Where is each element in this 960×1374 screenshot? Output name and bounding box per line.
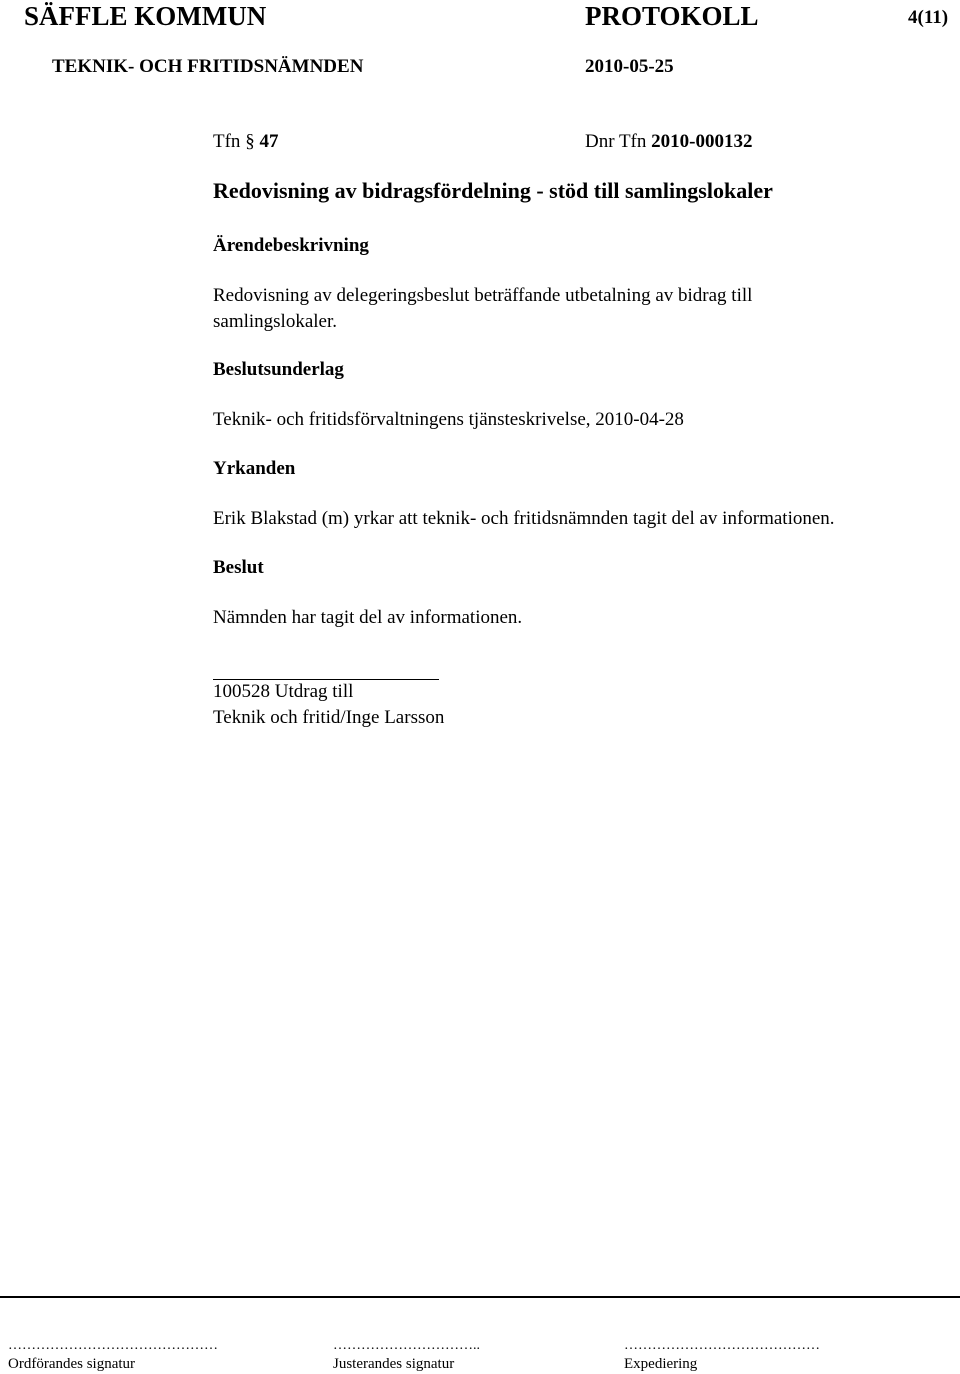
dnr-reference xyxy=(585,130,752,154)
arendebeskrivning-text-line2: samlingslokaler. xyxy=(213,311,338,332)
paragraph-number: 47 xyxy=(259,131,279,152)
distribution-line2: Teknik och fritid/Inge Larsson xyxy=(213,707,445,728)
beslut-heading: Beslut xyxy=(213,557,264,578)
municipality-name: SÄFFLE KOMMUN xyxy=(24,1,267,31)
yrkanden-text: Erik Blakstad (m) yrkar att teknik- och fritidsnämnden tagit del av informationen. xyxy=(213,508,835,529)
adjuster-signature-label: Justerandes signatur xyxy=(333,1356,455,1372)
paragraph-symbol: § xyxy=(245,131,255,152)
dispatch-signature-line: …………………………………… xyxy=(624,1338,820,1353)
distribution-line1: 100528 Utdrag till xyxy=(213,681,354,702)
beslutsunderlag-heading: Beslutsunderlag xyxy=(213,359,344,380)
beslutsunderlag-text: Teknik- och fritidsförvaltningens tjänsteskrivelse, 2010-04-28 xyxy=(213,409,684,430)
meeting-date: 2010-05-25 xyxy=(585,56,674,77)
dnr-label: Dnr Tfn xyxy=(585,131,647,152)
beslut-text: Nämnden har tagit del av informationen. xyxy=(213,607,523,628)
yrkanden-heading: Yrkanden xyxy=(213,458,296,479)
paragraph-reference xyxy=(213,130,278,154)
chair-signature-label: Ordförandes signatur xyxy=(8,1356,136,1372)
adjuster-signature-line: ………………………….. xyxy=(333,1338,480,1353)
chair-signature-line: ……………………………………… xyxy=(8,1338,218,1353)
document-type: PROTOKOLL xyxy=(585,1,759,31)
dnr-number: 2010-000132 xyxy=(651,131,753,152)
paragraph-prefix: Tfn xyxy=(213,131,241,152)
committee-name: TEKNIK- OCH FRITIDSNÄMNDEN xyxy=(52,56,364,77)
section-title: Redovisning av bidragsfördelning - stöd till samlingslokaler xyxy=(213,178,773,203)
signature-divider xyxy=(0,1296,960,1298)
arendebeskrivning-heading: Ärendebeskrivning xyxy=(213,235,369,256)
page-number: 4(11) xyxy=(908,7,949,28)
dispatch-signature-label: Expediering xyxy=(624,1356,698,1372)
arendebeskrivning-text-line1: Redovisning av delegeringsbeslut beträffande utbetalning av bidrag till xyxy=(213,285,753,306)
